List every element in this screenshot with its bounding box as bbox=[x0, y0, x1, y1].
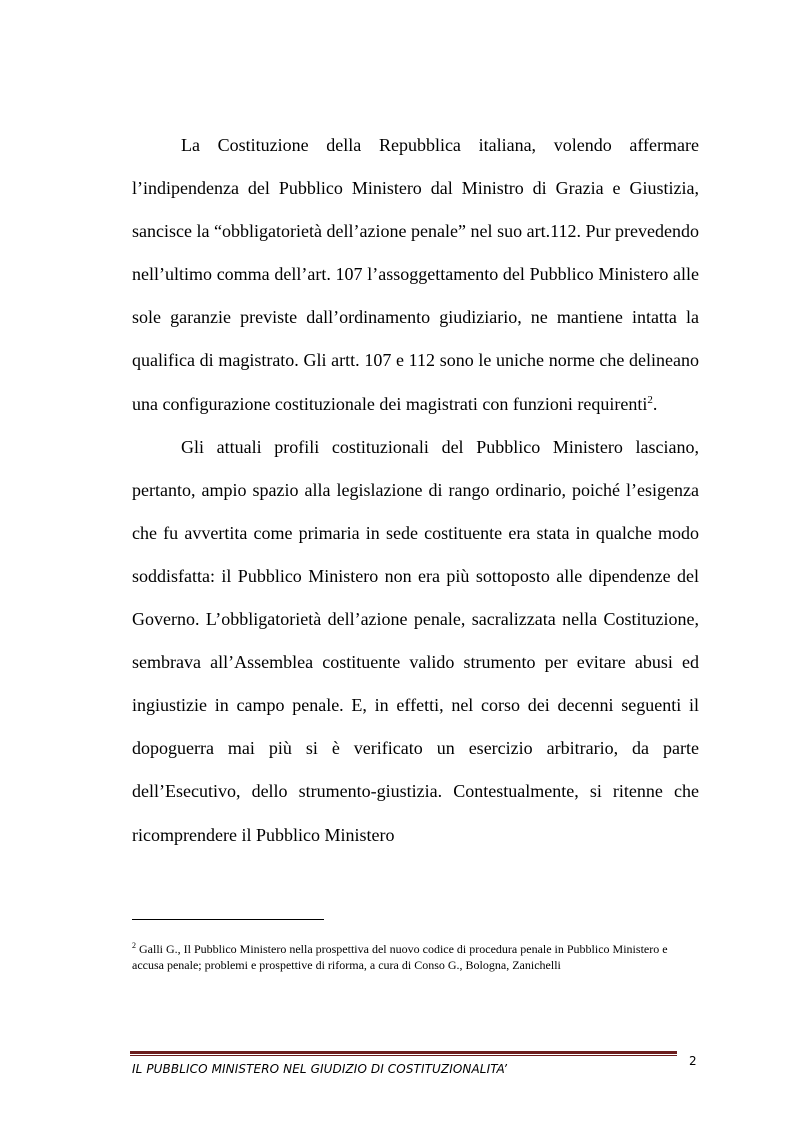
footnote-reference[interactable]: 2 bbox=[647, 393, 653, 406]
footer-rule bbox=[130, 1051, 677, 1056]
page-number: 2 bbox=[689, 1054, 697, 1068]
footnote-number: 2 bbox=[132, 941, 136, 950]
footnote-text: Galli G., Il Pubblico Ministero nella prospettiva del nuovo codice di procedura penale in Pubblico Ministero e accusa penale; problemi e prospettive di riforma, a cura di Conso G., Bologna, Zanichelli bbox=[132, 942, 668, 972]
paragraph-1-end: . bbox=[652, 393, 658, 414]
footer-rule-thin bbox=[130, 1055, 677, 1056]
paragraph-2 bbox=[132, 426, 699, 857]
footnote bbox=[132, 941, 699, 973]
paragraph-1 bbox=[132, 124, 699, 426]
footnote-separator bbox=[132, 919, 324, 920]
paragraph-1-text: La Costituzione della Repubblica italiana, volendo affermare l’indipendenza del Pubblico Ministero dal Ministro di Grazia e Giustizia, sancisce la “obbligatorietà dell’azione penale” nel suo art.112. Pur prevedendo nell’ultimo comma dell’art. 107 l’assoggettamento del Pubblico Ministero alle sole garanzie previste dall’ordinamento giudiziario, ne mantiene intatta la qualifica di magistrato. Gli artt. 107 e 112 sono le uniche norme che delineano una configurazione costituzionale dei magistrati con funzioni requirenti bbox=[132, 135, 699, 414]
paragraph-2-text: Gli attuali profili costituzionali del Pubblico Ministero lasciano, pertanto, ampio spazio alla legislazione di rango ordinario, poiché l’esigenza che fu avvertita come primaria in sede costituente era stata in qualche modo soddisfatta: il Pubblico Ministero non era più sottoposto alle dipendenze del Governo. L’obbligatorietà dell’azione penale, sacralizzata nella Costituzione, sembrava all’Assemblea costituente valido strumento per evitare abusi ed ingiustizie in campo penale. E, in effetti, nel corso dei decenni seguenti il dopoguerra mai più si è verificato un esercizio arbitrario, da parte dell’Esecutivo, dello strumento-giustizia. Contestualmente, si ritenne che ricomprendere il Pubblico Ministero bbox=[132, 436, 699, 845]
footer-title: IL PUBBLICO MINISTERO NEL GIUDIZIO DI COSTITUZIONALITA’ bbox=[132, 1062, 508, 1076]
body-text bbox=[132, 124, 699, 857]
